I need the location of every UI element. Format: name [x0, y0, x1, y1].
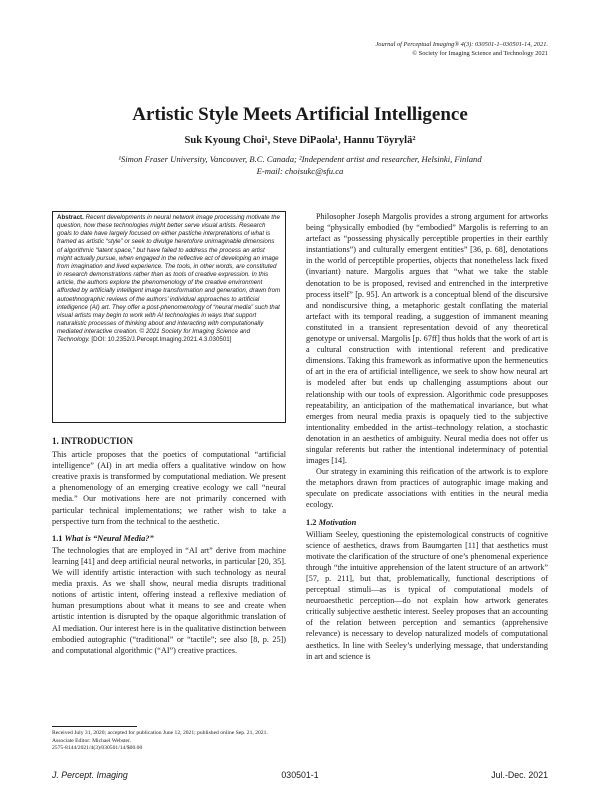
footnote-divider [52, 726, 137, 727]
abstract-label: Abstract. [57, 214, 84, 221]
subsection-heading-neural-media [52, 533, 286, 544]
subsection-number: 1.1 [52, 533, 63, 543]
footer-issue-date: Jul.-Dec. 2021 [491, 770, 548, 780]
subsection-title: What is “Neural Media?” [64, 533, 154, 543]
contact-email: E-mail: choisukc@sfu.ca [256, 166, 344, 176]
intro-paragraph: This article proposes that the poetics of computational “artificial intelligence” (AI) in art media offers a qualitative window on how creative praxis is transformed by computational mediation. We present a phenomenology of an emerging creative ecology we call “neural media.” Our motivations here are not primarily concerned with particular technical implementations; we rather wish to take a perspective turn from the technical to the aesthetic. [52, 450, 286, 526]
publication-footnote [52, 730, 286, 753]
journal-citation-line: Journal of Perceptual Imaging® 4(3): 030501-1–030501-14, 2021. [375, 41, 548, 48]
author-list: Suk Kyoung Choi¹, Steve DiPaola¹, Hannu Töyrylä² [184, 135, 416, 146]
subsection-title: Motivation [318, 517, 357, 527]
neural-media-paragraph: The technologies that are employed in “AI art” derive from machine learning [41] and deep artificial neural networks, in particular [20, 35]. We will identify artistic interaction with such technology as neural media praxis. As we shall show, neural media disrupts traditional notions of artistic intent, offering instead a reflexive mediation of human presumptions about what it means to see and create when artistic intention is disrupted by the opaque algorithmic translation of AI mediation. Our interest here is in the qualitative distinction between embodied autographic (“traditional” or “tactile”; see also [8, p. 25]) and computational algorithmic (“AI”) creative practices. [52, 545, 286, 655]
motivation-paragraph: William Seeley, questioning the epistemological constructs of cognitive science of aesthetics, draws from Baumgarten [11] that aesthetics must motivate the clarification of the structure of one’s phenomenal experience through “the intuitive apprehension of the latent structure of an artwork” [57, p. 211], but that, problematically, functional descriptions of perceptual stimuli—as is typical of computational models of neuroaesthetic perception—do not explain how artwork generates critically subjective aesthetic interest. Seeley proposes that an accounting of the relation between perception and semantics (apprehensive relevance) is necessary to develop naturalized models of computational aesthetics. In line with Seeley’s underlying message, that understanding in art and science is [306, 529, 548, 661]
society-copyright-line: © Society for Imaging Science and Technology 2021 [412, 50, 548, 57]
footer-journal-name: J. Percept. Imaging [52, 770, 128, 780]
affiliations [0, 153, 600, 177]
received-dates: Received July 31, 2020; accepted for publication June 12, 2021; published online Sep. 21, 2021. Associate Editor: Michael Webster. [52, 730, 268, 744]
affiliation-line: ¹Simon Fraser University, Vancouver, B.C. Canada; ²Independent artist and researcher, Helsinki, Finland [118, 154, 482, 164]
strategy-paragraph: Our strategy in examining this reification of the artwork is to explore the metaphors drawn from practices of autographic image making and speculate on predicate associations with entities in the neural media ecology. [306, 467, 548, 510]
abstract-text: Recent developments in neural network image processing motivate the question, how these technologies might better serve visual artists. Research goals to date have largely focused on either pastiche interpretations of what is framed as artistic “style” or seek to divulge heretofore unimaginable dimensions of algorithmic “latent space,” but have failed to address the process an artist might actually pursue, when engaged in the reflective act of developing an image from imagination and lived experience. The tools, in other words, are constituted in research demonstrations rather than as tools of creative expression. In this article, the authors explore the phenomenology of the creative environment afforded by artificially intelligent image transformation and generation, drawn from autoethnographic reviews of the authors’ individual approaches to artificial intelligence (AI) art. They offer a post-phenomenology of “neural media” such that visual artists may begin to work with AI technologies in ways that support naturalistic processes of thinking about and interacting with computationally mediated interactive creation. © 2021 Society for Imaging Science and Technology. [57, 214, 281, 344]
left-column [52, 436, 286, 656]
right-column [306, 211, 548, 662]
abstract-box [52, 211, 286, 423]
issn-line: 2575-8144/2021/4(3)/030501/14/$00.00 [52, 745, 143, 752]
journal-header [375, 40, 548, 58]
subsection-number: 1.2 [306, 517, 317, 527]
subsection-heading-motivation [306, 517, 548, 528]
footer-page-number: 030501-1 [281, 770, 319, 780]
margolis-paragraph: Philosopher Joseph Margolis provides a strong argument for artworks being “physically embodied (by “embodied” Margolis is referring to an artefact as “possessing physically perceptible properties in their earthly instantiations”) and culturally emergent entities” [36, p. 68], denotations in the world of perceptible properties, objects that nonetheless lack fixed (invariant) nature. Margolis argues that “what we take the stable denotation to be is proposed, revised and entrenched in the interpretive process itself” [p. 95]. An artwork is a conceptual blend of the discursive and nondiscursive thing, a metaphoric gestalt conflating the material artefact with its temporal reading, a suggestion of immanent meaning constituted in a transient representation devoid of any theoretical genotype or universal. Margolis [p. 67ff] thus holds that the work of art is a cultural construction with intentional referent and predicative dimensions. Taking this framework as informative upon the hermeneutics of art in the era of artificial intelligence, we seek to show how neural art is modeled after but ends up challenging assumptions about our relationship with our tools of expression. Algorithmic code presupposes repeatability, an anticipation of the mathematical invariance, but what emerges from neural media praxis is opaquely tied to the subjective intentionality embedded in the artist–technology relation, a stochastic denotation in an aesthetics of ambiguity. Neural media does not offer us singular referents but rather the intentional indeterminacy of potential images [14]. [306, 212, 548, 466]
doi-link[interactable]: [DOI: 10.2352/J.Percept.Imaging.2021.4.3.030501] [91, 336, 232, 344]
article-title: Artistic Style Meets Artificial Intelligence [132, 104, 468, 125]
section-heading-introduction: 1. INTRODUCTION [52, 436, 134, 446]
